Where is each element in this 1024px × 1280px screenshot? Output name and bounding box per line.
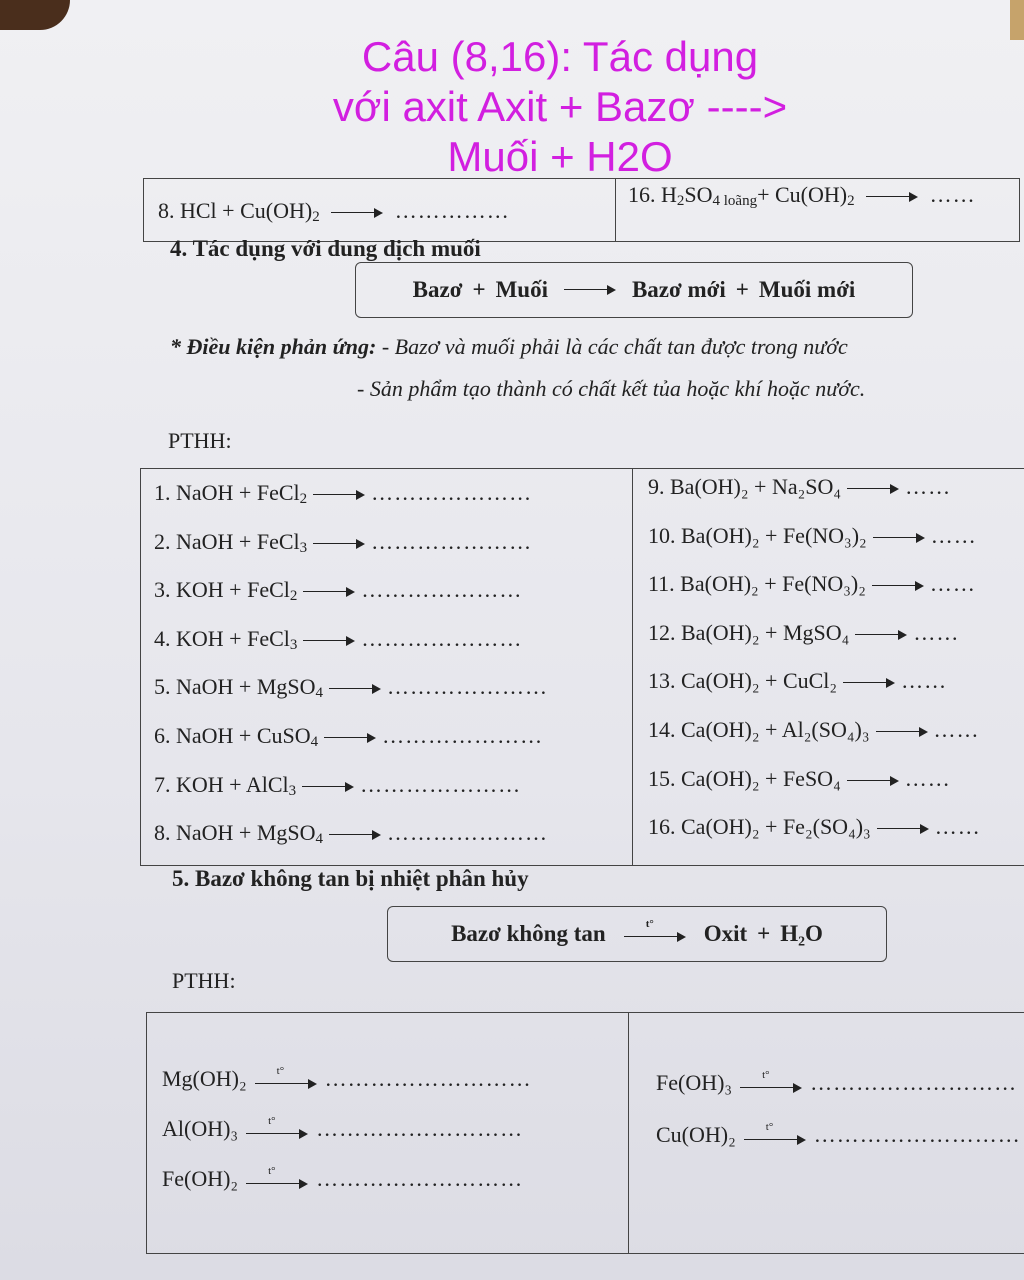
equation-subscript: 4: [310, 734, 319, 750]
overlay-line-1: Câu (8,16): Tác dụng: [361, 33, 759, 80]
section-4-heading: 4. Tác dụng với dung dịch muối: [170, 236, 481, 261]
answer-blank: ……: [913, 619, 960, 645]
section-5-rule: [387, 906, 887, 962]
equation-row-left: [154, 820, 548, 848]
answer-blank: ………………………: [813, 1122, 1021, 1147]
heat-label: t°: [268, 1164, 276, 1177]
top-eq-16: [628, 182, 976, 210]
arrow-icon: [855, 630, 907, 640]
arrow-icon: [876, 727, 928, 737]
heat-label: t°: [765, 1120, 774, 1133]
equation-row-right: [648, 523, 977, 549]
answer-blank: ……: [930, 522, 977, 548]
overlay-title: [300, 32, 820, 182]
equation-reactant-1: 1. NaOH +: [154, 480, 257, 505]
answer-blank: …………………: [382, 723, 544, 748]
equation-subscript: 4: [315, 831, 324, 848]
equation-subscript: 3: [288, 782, 297, 799]
equation-reactant-2: FeCl: [247, 577, 290, 603]
heat-arrow-icon: [255, 1064, 317, 1089]
equation-reactant-2: AlCl: [245, 771, 289, 797]
heat-arrow-icon: [624, 918, 686, 942]
equation-reactant-1: 7. KOH +: [154, 771, 246, 797]
equation-text: 11. Ba(OH)₂ + Fe(NO₃)₂: [648, 571, 866, 597]
top-eq-16-cu: + Cu(OH): [757, 182, 848, 207]
answer-blank: ……: [929, 571, 976, 597]
heat-label: t°: [268, 1114, 276, 1127]
equation-text: 15. Ca(OH)₂ + FeSO₄: [648, 765, 841, 791]
answer-blank: …………………: [371, 528, 533, 554]
arrow-icon: [564, 285, 616, 295]
equation-text: 12. Ba(OH)₂ + MgSO₄: [648, 619, 850, 645]
equation-row-right: [648, 474, 951, 500]
equation-reactant-1: 3. KOH +: [154, 577, 248, 603]
answer-blank: …………………: [361, 577, 523, 603]
equation-text: 13. Ca(OH)₂ + CuCl₂: [648, 668, 838, 694]
rule-plus: +: [735, 277, 749, 302]
answer-blank: …………………: [371, 480, 533, 505]
section-5-heading: 5. Bazơ không tan bị nhiệt phân hủy: [172, 866, 529, 891]
equation-reactant-2: MgSO: [256, 674, 316, 700]
equation-row-right: [648, 571, 976, 597]
answer-blank: ……: [934, 814, 981, 840]
equation-row-right: [648, 668, 947, 694]
arrow-icon: [313, 490, 365, 500]
heat-label: t°: [645, 918, 654, 930]
top-eq-16-h: 16. H: [628, 182, 677, 207]
equation-row-right: [648, 814, 981, 840]
equation-reactant-2: FeCl: [256, 480, 300, 505]
arrow-icon: [872, 581, 924, 591]
arrow-icon: [324, 733, 376, 743]
decomposition-row: [162, 1066, 532, 1092]
pthh-label-5: PTHH:: [172, 968, 236, 993]
answer-blank: ………………………: [324, 1066, 532, 1091]
decomposition-reactant: Fe(OH)₃: [656, 1070, 733, 1095]
heat-label: t°: [762, 1068, 770, 1081]
answer-blank: ………………………: [316, 1166, 524, 1191]
rule-bazo-moi: Bazơ mới: [631, 277, 726, 302]
decomposition-row: [656, 1070, 1017, 1096]
top-table-divider: [615, 178, 616, 242]
equations-divider: [632, 468, 633, 866]
answer-blank: ……: [933, 717, 980, 742]
equation-row-left: [154, 480, 532, 508]
equation-reactant-1: 5. NaOH +: [154, 674, 257, 700]
section-4-rule: [355, 262, 913, 318]
rule5-water: H₂O: [780, 921, 823, 946]
arrow-icon: [847, 776, 899, 786]
equation-reactant-1: 4. KOH +: [154, 625, 248, 651]
arrow-icon: [329, 830, 381, 840]
equation-row-left: [154, 772, 521, 800]
arrow-icon: [331, 208, 383, 218]
heat-arrow-icon: [246, 1114, 308, 1139]
equation-text: 14. Ca(OH)₂ + Al₂(SO₄)₃: [648, 717, 870, 742]
equation-reactant-2: FeCl: [247, 625, 290, 651]
equation-row-right: [648, 717, 980, 743]
rule-plus: +: [472, 277, 486, 302]
decomposition-row: [162, 1166, 523, 1192]
decomposition-reactant: Cu(OH)₂: [656, 1122, 736, 1147]
condition-line-1: [170, 334, 848, 360]
condition-line-2: - Sản phẩm tạo thành có chất kết tủa hoặc khí hoặc nước.: [357, 376, 866, 401]
answer-blank: …………………: [387, 674, 549, 700]
equation-reactant-1: 6. NaOH +: [154, 723, 257, 748]
arrow-icon: [843, 678, 895, 688]
equation-row-right: [648, 766, 951, 792]
arrow-icon: [329, 684, 381, 694]
rule5-plus: +: [757, 921, 771, 946]
decomposition-reactant: Mg(OH)₂: [162, 1066, 247, 1091]
heat-label: t°: [276, 1064, 285, 1077]
heat-arrow-icon: [740, 1068, 802, 1093]
condition-label: * Điều kiện phản ứng:: [170, 334, 377, 359]
decomposition-divider: [628, 1012, 629, 1254]
equation-reactant-2: FeCl: [256, 528, 300, 554]
top-eq-8-text: 8. HCl + Cu(OH): [158, 198, 313, 223]
equation-reactant-1: 8. NaOH +: [154, 820, 257, 846]
answer-blank: ………………………: [810, 1070, 1018, 1095]
arrow-icon: [303, 587, 355, 597]
equation-text: 9. Ba(OH)₂ + Na₂SO₄: [648, 474, 842, 499]
top-eq-8: [158, 198, 510, 226]
equation-row-left: [154, 529, 532, 557]
answer-blank: …………………: [360, 771, 522, 797]
answer-blank: ……: [901, 668, 948, 694]
answer-blank: ……: [905, 474, 952, 499]
equation-reactant-2: MgSO: [256, 820, 316, 846]
arrow-icon: [303, 636, 355, 646]
equation-row-left: [154, 674, 548, 702]
equation-subscript: 3: [299, 539, 308, 556]
heat-arrow-icon: [246, 1164, 308, 1189]
decomposition-row: [162, 1116, 523, 1142]
corner-object-right: [1010, 0, 1024, 40]
equation-subscript: 4: [315, 685, 324, 702]
heat-arrow-icon: [744, 1120, 806, 1145]
equation-row-right: [648, 620, 959, 646]
answer-blank: ………………………: [316, 1116, 524, 1141]
rule-muoi-moi: Muối mới: [758, 277, 856, 302]
arrow-icon: [877, 824, 929, 834]
top-eq-16-sub3: 2: [847, 193, 855, 209]
answer-blank: ……………: [394, 198, 510, 223]
arrow-icon: [313, 539, 365, 549]
equation-subscript: 2: [299, 491, 308, 507]
answer-blank: …………………: [361, 625, 523, 651]
top-eq-16-sub1: 2: [676, 193, 685, 209]
equation-text: 16. Ca(OH)₂ + Fe₂(SO₄)₃: [648, 814, 871, 840]
equation-reactant-1: 2. NaOH +: [154, 528, 257, 554]
equation-row-left: [154, 723, 543, 751]
arrow-icon: [873, 533, 925, 543]
rule-muoi: Muối: [495, 277, 548, 302]
top-eq-16-sub2: 4 loãng: [712, 193, 758, 209]
top-eq-16-so: SO: [684, 182, 713, 207]
rule-bazo: Bazơ: [412, 277, 463, 302]
answer-blank: ……: [904, 765, 951, 791]
arrow-icon: [302, 782, 354, 792]
arrow-icon: [866, 192, 918, 202]
condition-1: - Bazơ và muối phải là các chất tan được trong nước: [381, 334, 848, 359]
equation-row-left: [154, 577, 522, 605]
decomposition-reactant: Fe(OH)₂: [162, 1166, 239, 1191]
answer-blank: ……: [929, 182, 976, 207]
overlay-line-2: với axit Axit + Bazơ ---->: [332, 83, 788, 130]
equation-reactant-2: CuSO: [256, 723, 311, 748]
equation-subscript: 3: [289, 636, 298, 653]
rule5-bazo-khong-tan: Bazơ không tan: [451, 921, 606, 946]
decomposition-reactant: Al(OH)₃: [162, 1116, 239, 1141]
overlay-line-3: Muối + H2O: [447, 133, 673, 180]
top-eq-8-sub: 2: [312, 209, 320, 225]
arrow-icon: [847, 484, 899, 494]
equation-subscript: 2: [289, 588, 298, 605]
equation-row-left: [154, 626, 522, 654]
equation-text: 10. Ba(OH)₂ + Fe(NO₃)₂: [648, 522, 867, 548]
decomposition-row: [656, 1122, 1021, 1148]
answer-blank: …………………: [387, 820, 549, 846]
pthh-label-4: PTHH:: [168, 428, 232, 453]
rule5-oxit: Oxit: [703, 921, 748, 946]
